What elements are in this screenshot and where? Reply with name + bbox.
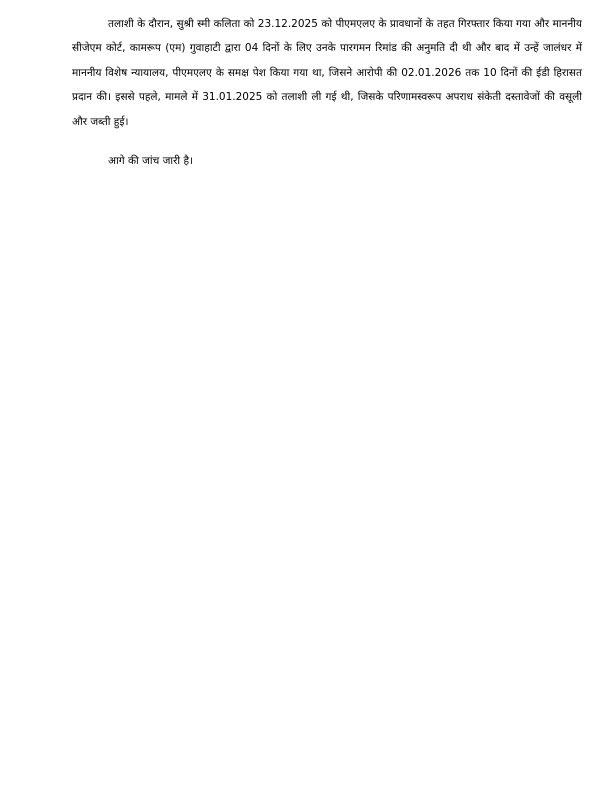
paragraph-investigation-status: आगे की जांच जारी है। xyxy=(108,155,194,168)
document-page xyxy=(72,0,582,173)
paragraph-arrest-details: तलाशी के दौरान, सुश्री स्मी कलिता को 23.12.2025 को पीएमएलए के प्रावधानों के तहत गिरफ्तार किया गया और माननीय सीजेएम कोर्ट, कामरूप (एम) गुवाहाटी द्वारा 04 दिनों के लिए उनके पारगमन रिमांड की अनुमति दी थी और बाद में उन्हें जालंधर में माननीय विशेष न्यायालय, पीएमएलए के समक्ष पेश किया गया था, जिसने आरोपी की 02.01.2026 तक 10 दिनों की ईडी हिरासत प्रदान की। इससे पहले, मामले में 31.01.2025 को तलाशी ली गई थी, जिसके परिणामस्वरूप अपराध संकेती दस्तावेजों की वसूली और जब्ती हुई। xyxy=(72,18,582,128)
